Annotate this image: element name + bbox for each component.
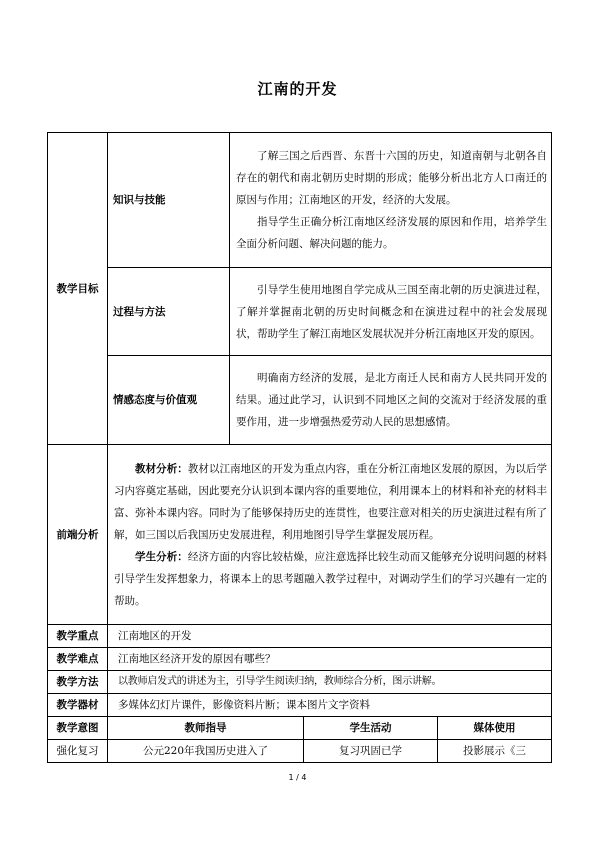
process-header-teacher: 教师指导 [108,717,304,740]
objective-attitude-content [230,356,552,445]
process-media-cell: 投影展示《三 [438,740,552,763]
process-student-cell: 复习巩固已学 [304,740,438,763]
method-label: 教学方法 [48,671,108,694]
difficulty-label: 教学难点 [48,648,108,671]
process-header-student: 学生活动 [304,717,438,740]
objective-paragraph: 指导学生正确分析江南地区经济发展的原因和作用，培养学生全面分析问题、解决问题的能力。 [236,216,547,250]
objective-attitude-label: 情感态度与价值观 [108,356,230,445]
objective-process-label: 过程与方法 [108,268,230,356]
objective-knowledge-label: 知识与技能 [108,133,230,268]
lesson-plan-table [47,132,552,763]
process-teacher-cell: 公元220年我国历史进入了 [108,740,304,763]
material-analysis-text: 教材以江南地区的开发为重点内容，重在分析江南地区发展的原因，为以后学习内容奠定基础，因此要充分认识到本课内容的重要地位，利用课本上的材料和补充的材料丰富、弥补本课内容。同时为了能够保持历史的连贯性，也要注意对相关的历史演进过程有所了解，如三国以后我国历史发展进程，利用地图引导学生掌握发展历程。 [114,462,548,541]
key-point-label: 教学重点 [48,625,108,648]
method-value: 以教师启发式的讲述为主，引导学生阅读归纳，教师综合分析，图示讲解。 [108,671,552,694]
objective-paragraph: 明确南方经济的发展，是北方南迁人民和南方人民共同开发的结果。通过此学习，认识到不同地区之间的交流对于经济发展的重要作用，进一步增强热爱劳动人民的思想感情。 [236,372,547,428]
process-header-intent: 教学意图 [48,717,108,740]
page-title: 江南的开发 [257,80,338,98]
material-analysis-title: 教材分析： [135,462,188,475]
objective-knowledge-content [230,133,552,268]
analysis-content [108,445,552,625]
key-point-value: 江南地区的开发 [108,625,552,648]
student-analysis-title: 学生分析： [135,550,188,563]
page-number: 1 / 4 [288,773,307,782]
process-header-media: 媒体使用 [438,717,552,740]
equipment-value: 多媒体幻灯片课件，影像资料片断；课本图片文字资料 [108,694,552,717]
objectives-label: 教学目标 [48,133,108,445]
objective-paragraph: 了解三国之后西晋、东晋十六国的历史，知道南朝与北朝各自存在的朝代和南北朝历史时期的形成；能够分析出北方人口南迁的原因与作用；江南地区的开发，经济的大发展。 [236,150,547,206]
analysis-label: 前端分析 [48,445,108,625]
difficulty-value: 江南地区经济开发的原因有哪些？ [108,648,552,671]
equipment-label: 教学器材 [48,694,108,717]
process-intent-cell: 强化复习 [48,740,108,763]
student-analysis [108,546,551,612]
objective-paragraph: 引导学生使用地图自学完成从三国至南北朝的历史演进过程，了解并掌握南北朝的历史时间概念和在演进过程中的社会发展现状，帮助学生了解江南地区发展状况并分析江南地区开发的原因。 [236,283,547,340]
material-analysis [108,458,551,546]
objective-process-content [230,268,552,356]
student-analysis-text: 经济方面的内容比较枯燥，应注意选择比较生动而又能够充分说明问题的材料引导学生发挥想象力，将课本上的思考题融入教学过程中，对调动学生们的学习兴趣有一定的帮助。 [114,550,548,607]
